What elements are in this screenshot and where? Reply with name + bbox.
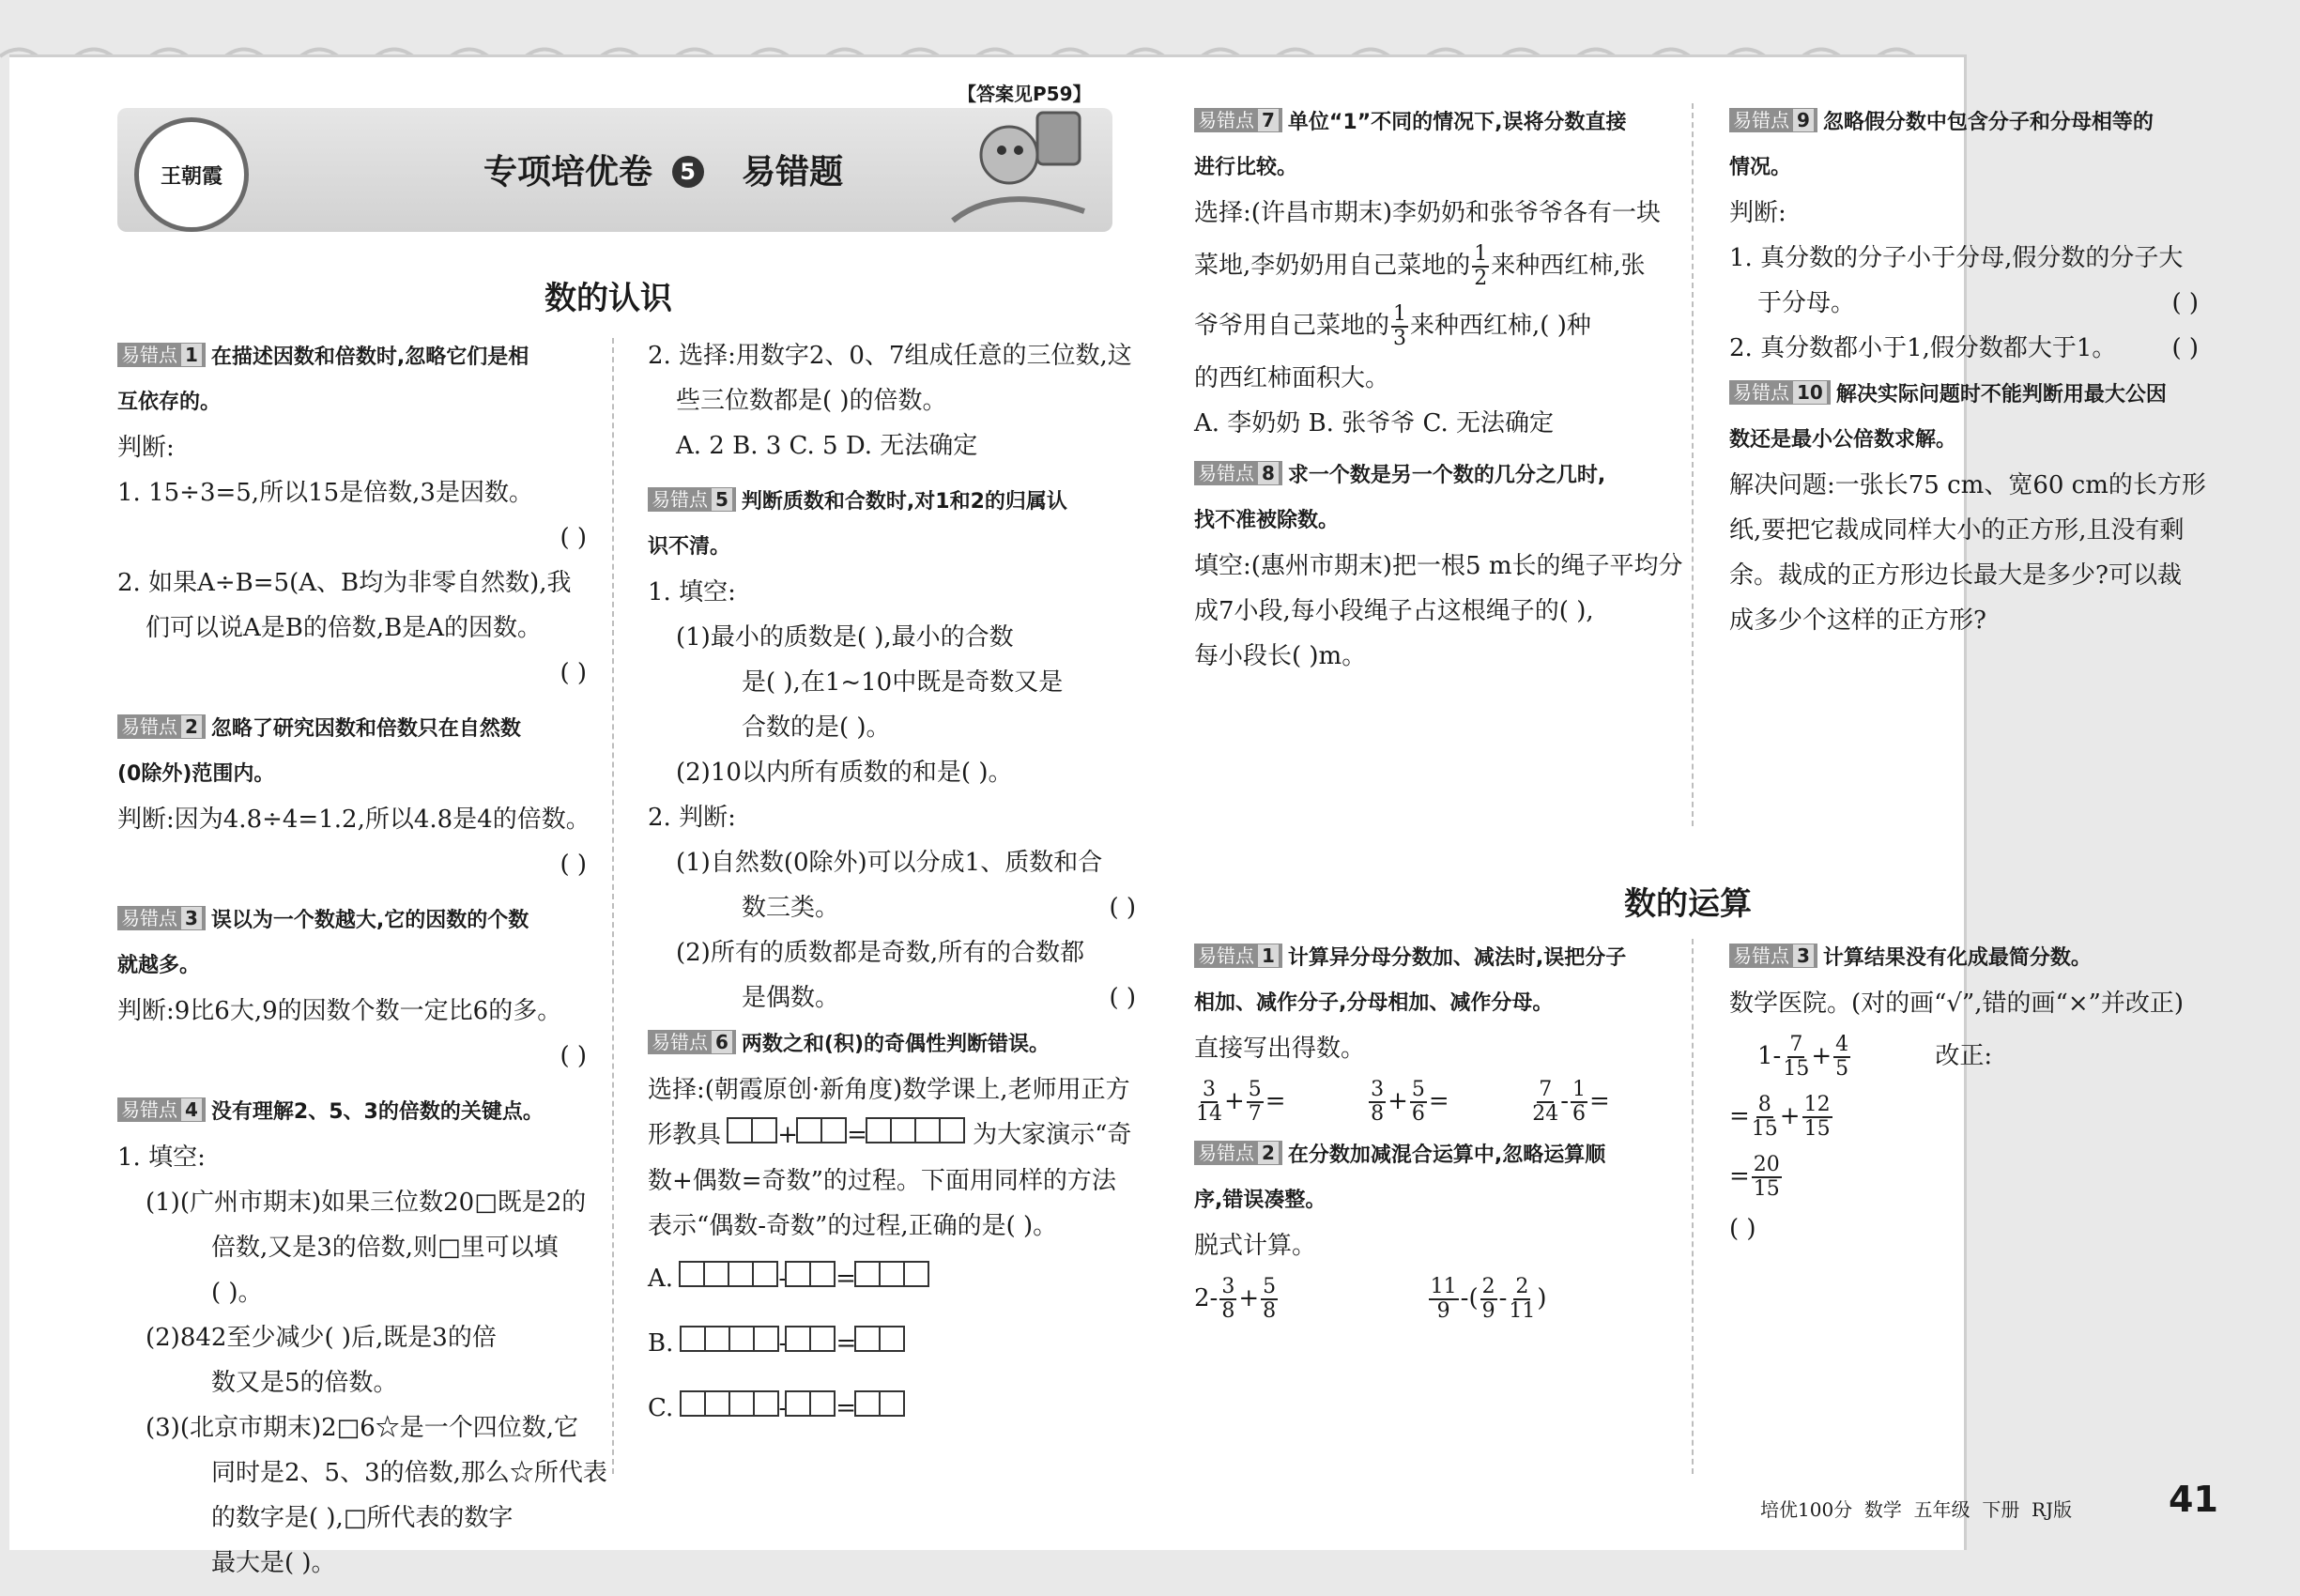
option-b[interactable]: B. - = [648, 1321, 1136, 1367]
error-point-tag: 易错点 5 [648, 487, 736, 512]
text-line: 判断: [117, 434, 175, 462]
text-line: 的数字是( ),□所代表的数字 [211, 1504, 514, 1532]
text-line: 易错点 3 误以为一个数越大,它的因数的个数 [117, 897, 587, 944]
column-3 [1194, 99, 1683, 679]
text-line: 1. 填空: [648, 578, 736, 606]
text-line: 表示“偶数-奇数”的过程,正确的是( )。 [648, 1212, 1058, 1240]
box-diagram-odd [728, 1113, 777, 1159]
answer-paren[interactable]: ( ) [560, 851, 587, 879]
text-line: (1)(广州市期末)如果三位数20□既是2的 [146, 1189, 587, 1217]
text-line: 填空:(惠州市期末)把一根5 m长的绳子平均分 [1194, 552, 1683, 580]
text-line: 易错点 3 计算结果没有化成最简分数。 [1729, 934, 2199, 981]
text-line: 形教具 + = 为大家演示“奇 [648, 1113, 1136, 1159]
error-point-tag: 易错点 2 [1194, 1141, 1282, 1165]
text-line: 易错点 2 在分数加减混合运算中,忽略运算顺 [1194, 1131, 1664, 1178]
column-2 [648, 333, 1136, 1432]
text-line: 的西红柿面积大。 [1194, 364, 1390, 392]
text-line: 1. 真分数的分子小于分母,假分数的分子大 [1729, 244, 2184, 272]
option-c[interactable]: C. - = [648, 1386, 1136, 1432]
text-line: 判断: [1729, 199, 1786, 227]
text-line: 2. 真分数都小于1,假分数都大于1。 ( ) [1729, 334, 2199, 362]
error-point-tag: 易错点 6 [648, 1030, 736, 1054]
error-point-tag: 易错点 3 [117, 906, 206, 930]
text-line: 菜地,李奶奶用自己菜地的 $\frac{1}{2}$ 来种西红柿,张 [1194, 242, 1646, 290]
answer-paren[interactable]: ( ) [560, 524, 587, 552]
question-1: 1. 15÷3=5,所以15是倍数,3是因数。 [117, 479, 533, 507]
text-line: (0除外)范围内。 [117, 762, 275, 786]
text-line: 选择:(许昌市期末)李奶奶和张爷爷各有一块 [1194, 199, 1662, 227]
text-line: 们可以说A是B的倍数,B是A的因数。 [146, 614, 543, 642]
fraction: $\frac{2}{11}$ [1509, 1275, 1536, 1323]
text-line: 选择:(朝霞原创·新角度)数学课上,老师用正方 [648, 1076, 1130, 1104]
fraction-1-2: $\frac{1}{2}$ [1474, 242, 1488, 290]
text-line: (3)(北京市期末)2□6☆是一个四位数,它 [146, 1414, 579, 1442]
text-line: 是( ),在1~10中既是奇数又是 [742, 668, 1064, 697]
fraction: $\frac{11}{9}$ [1430, 1275, 1457, 1323]
text-line: 解决问题:一张长75 cm、宽60 cm的长方形 [1729, 471, 2206, 499]
column-4 [1729, 99, 2206, 643]
logo-text: 王朝霞 [160, 163, 222, 189]
text-line: 数+偶数=奇数”的过程。下面用同样的方法 [648, 1167, 1116, 1195]
error-point-tag: 易错点 10 [1729, 380, 1831, 405]
text-line: 每小段长( )m。 [1194, 642, 1367, 670]
text-line: 1- $\frac{7}{15}$ + $\frac{4}{5}$ 改正: [1757, 1033, 1993, 1081]
text-line: 成7小段,每小段绳子占这根绳子的( ), [1194, 597, 1594, 625]
text-line: 余。裁成的正方形边长最大是多少?可以裁 [1729, 561, 2182, 590]
text-line: 易错点 1 计算异分母分数加、减法时,误把分子 [1194, 934, 1664, 981]
text-line: 脱式计算。 [1194, 1232, 1317, 1260]
fraction: $\frac{7}{24}$ [1532, 1078, 1559, 1126]
text-line: 直接写出得数。 [1194, 1035, 1366, 1063]
text-line: = $\frac{20}{15}$ [1729, 1153, 1780, 1201]
text-line: 情况。 [1729, 156, 1792, 179]
question-2: 2. 如果A÷B=5(A、B均为非零自然数),我 [117, 569, 572, 597]
error-point-tag: 易错点 1 [1194, 944, 1282, 968]
box-diagram [787, 1257, 836, 1302]
fraction: $\frac{5}{7}$ [1248, 1078, 1262, 1126]
section-title-number-recognition: 数的认识 [544, 280, 672, 317]
text-line: 序,错误凑整。 [1194, 1189, 1326, 1212]
fraction: $\frac{20}{15}$ [1753, 1153, 1780, 1201]
error-point-tag: 易错点 9 [1729, 108, 1817, 132]
section-title-number-operations: 数的运算 [1624, 885, 1752, 923]
text-line: 易错点 2 忽略了研究因数和倍数只在自然数 [117, 705, 587, 752]
text-line: 爷爷用自己菜地的 $\frac{1}{3}$ 来种西红柿,( )种 [1194, 302, 1591, 350]
text-line: 数学医院。(对的画“√”,错的画“×”并改正) [1729, 990, 2185, 1018]
fraction: $\frac{7}{15}$ [1783, 1033, 1810, 1081]
option-a[interactable]: A. - = [648, 1256, 1136, 1302]
fraction: $\frac{3}{14}$ [1196, 1078, 1222, 1126]
error-point-tag: 易错点 3 [1729, 944, 1817, 968]
error-point-tag: 易错点 1 [117, 343, 206, 367]
column-divider-3 [1692, 939, 1694, 1474]
fraction: $\frac{3}{8}$ [1221, 1275, 1235, 1323]
fraction: $\frac{1}{6}$ [1572, 1078, 1587, 1126]
text-line: 成多少个这样的正方形? [1729, 606, 1986, 635]
fraction-1-3: $\frac{1}{3}$ [1393, 302, 1407, 350]
text-line: 易错点 6 两数之和(积)的奇偶性判断错误。 [648, 1021, 1136, 1067]
column-divider-2 [1692, 103, 1694, 826]
box-diagram [787, 1387, 836, 1432]
text-line: 易错点 10 解决实际问题时不能判断用最大公因 [1729, 371, 2199, 418]
box-diagram [682, 1387, 779, 1432]
answer-paren[interactable]: ( ) [1729, 1215, 1756, 1243]
text-line: 易错点 5 判断质数和合数时,对1和2的归属认 [648, 478, 1136, 525]
title-text: 专项培优卷 [483, 153, 653, 192]
text-line: 判断:因为4.8÷4=1.2,所以4.8是4的倍数。 [117, 806, 590, 834]
logo-badge [134, 117, 249, 232]
text-line: 同时是2、5、3的倍数,那么☆所代表 [211, 1459, 607, 1487]
box-diagram [856, 1322, 905, 1367]
fraction: $\frac{4}{5}$ [1835, 1033, 1849, 1081]
options: A. 李奶奶 B. 张爷爷 C. 无法确定 [1194, 409, 1554, 437]
fraction: $\frac{5}{6}$ [1411, 1078, 1425, 1126]
text-line: 就越多。 [117, 954, 201, 977]
text-line: 易错点 9 忽略假分数中包含分子和分母相等的 [1729, 99, 2199, 146]
fraction: $\frac{3}{8}$ [1371, 1078, 1385, 1126]
box-diagram [681, 1257, 778, 1302]
error-point-tag: 易错点 8 [1194, 461, 1282, 485]
text-line: 易错点 7 单位“1”不同的情况下,误将分数直接 [1194, 99, 1664, 146]
text-line: 是偶数。 ( ) [742, 984, 1136, 1012]
column-1 [117, 333, 607, 1586]
title-number-badge: 5 [672, 156, 704, 188]
cartoon-illustration [943, 99, 1094, 230]
text-line: 相加、减作分子,分母相加、减作分母。 [1194, 991, 1554, 1015]
text-line: (1)自然数(0除外)可以分成1、质数和合 [676, 849, 1103, 877]
text-line: 易错点 1 在描述因数和倍数时,忽略它们是相 [117, 333, 587, 380]
text-line: 1. 填空: [117, 1143, 206, 1172]
header-title [483, 146, 843, 193]
answer-paren[interactable]: ( ) [560, 1042, 587, 1070]
text-line: (2)所有的质数都是奇数,所有的合数都 [676, 939, 1085, 967]
box-diagram-even [798, 1113, 847, 1159]
text-line: = $\frac{8}{15}$ + $\frac{12}{15}$ [1729, 1093, 1831, 1141]
text-line: 些三位数都是( )的倍数。 [676, 387, 947, 415]
footer-info: 培优100分 数学 五年级 下册 RJ版 [1760, 1498, 2073, 1521]
box-diagram [856, 1387, 905, 1432]
text-line: 纸,要把它裁成同样大小的正方形,且没有剩 [1729, 516, 2185, 545]
fraction: $\frac{12}{15}$ [1803, 1093, 1831, 1141]
text-line: 进行比较。 [1194, 156, 1298, 179]
text-line: (1)最小的质数是( ),最小的合数 [676, 623, 1014, 652]
page-number: 41 [2169, 1479, 2218, 1520]
text-line: 判断:9比6大,9的因数个数一定比6的多。 [117, 997, 562, 1025]
text-line: 数三类。 ( ) [742, 894, 1136, 922]
answer-reference: 【答案见P59】 [958, 83, 1092, 105]
step-calc-row: 2- $\frac{3}{8}$ + $\frac{5}{8}$ $\frac{11}{9}$ -( $\frac{2}{9}$ - $\frac{2}{11}$ ) [1194, 1275, 1547, 1323]
text-line: 易错点 4 没有理解2、5、3的倍数的关键点。 [117, 1088, 587, 1135]
box-diagram [787, 1322, 836, 1367]
text-line: 倍数,又是3的倍数,则□里可以填 [211, 1234, 559, 1262]
fraction: $\frac{8}{15}$ [1751, 1093, 1778, 1141]
box-diagram [682, 1322, 779, 1367]
text-line: ( )。 [211, 1279, 263, 1307]
text-line: 最大是( )。 [211, 1549, 336, 1577]
box-diagram-result [867, 1113, 965, 1159]
error-point-tag: 易错点 7 [1194, 108, 1282, 132]
direct-calc-row: $\frac{3}{14}$ + $\frac{5}{7}$ = $\frac{3}{8}$ + $\frac{5}{6}$ = $\frac{7}{24}$ - $\frac{1}{6}$ = [1196, 1078, 1610, 1126]
text-line: 数又是5的倍数。 [211, 1369, 398, 1397]
answer-paren[interactable]: ( ) [560, 659, 587, 687]
text-line: 易错点 8 求一个数是另一个数的几分之几时, [1194, 452, 1664, 499]
fraction: $\frac{5}{8}$ [1263, 1275, 1277, 1323]
header-banner [117, 108, 1112, 232]
text-line: 2. 选择:用数字2、0、7组成任意的三位数,这 [648, 342, 1132, 370]
box-diagram [856, 1257, 929, 1302]
error-point-tag: 易错点 2 [117, 714, 206, 739]
column-4-operations [1729, 934, 2199, 1251]
column-divider-1 [612, 338, 614, 1474]
text-line: 识不清。 [648, 535, 731, 559]
text-line: (2)842至少减少( )后,既是3的倍 [146, 1324, 497, 1352]
text-line: 合数的是( )。 [742, 714, 891, 742]
text-line: 于分母。 ( ) [1757, 289, 2199, 317]
options: A. 2 B. 3 C. 5 D. 无法确定 [676, 432, 978, 460]
text-line: 数还是最小公倍数求解。 [1729, 428, 1957, 452]
fraction: $\frac{2}{9}$ [1481, 1275, 1495, 1323]
text-line: 找不准被除数。 [1194, 509, 1340, 532]
text-line: 互依存的。 [117, 391, 222, 414]
text-line: (2)10以内所有质数的和是( )。 [676, 759, 1013, 787]
error-point-tag: 易错点 4 [117, 1097, 206, 1122]
title-subtitle: 易错题 [742, 153, 844, 192]
text-line: 2. 判断: [648, 804, 736, 832]
column-3-operations [1194, 934, 1664, 1328]
